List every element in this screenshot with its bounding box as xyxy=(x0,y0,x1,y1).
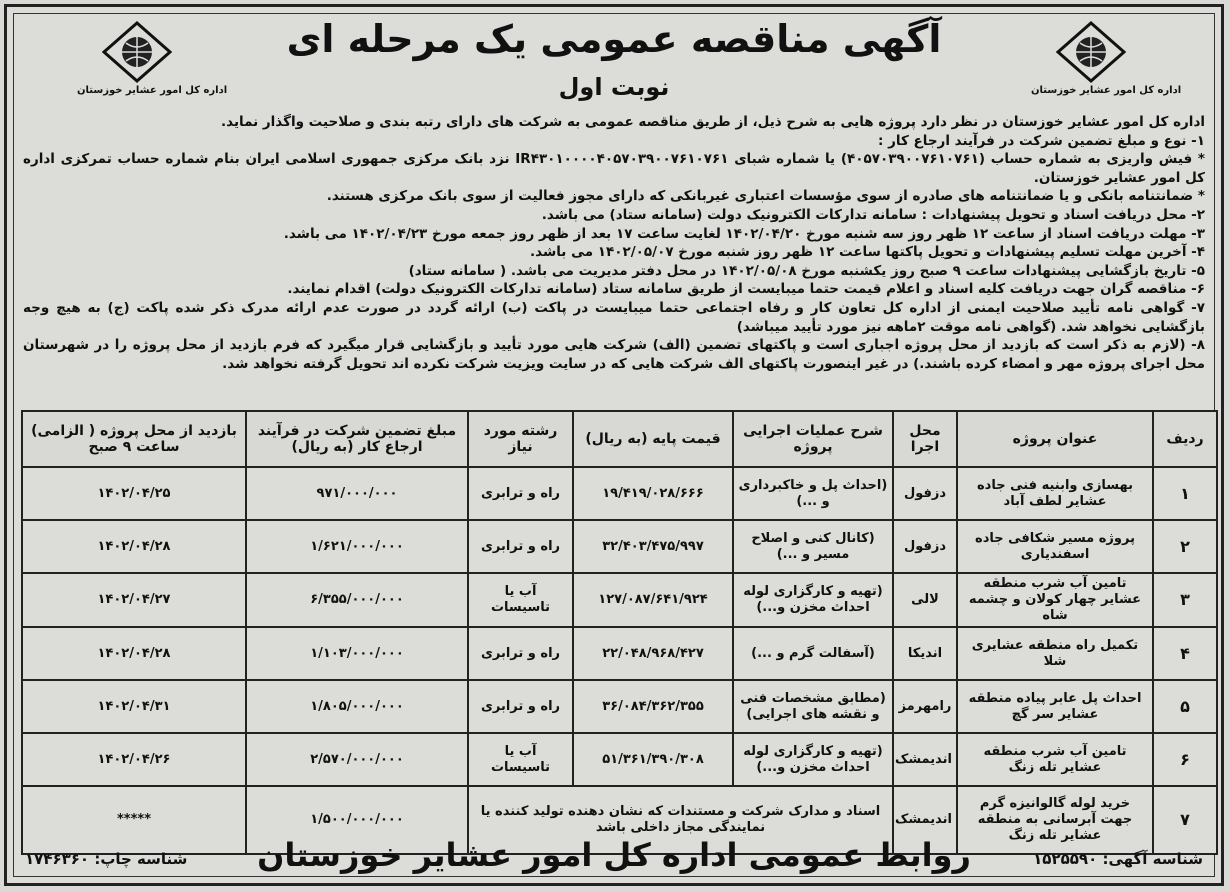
cell-desc: (تهیه و کارگزاری لوله احداث مخزن و...) xyxy=(733,573,893,627)
cell-location: لالی xyxy=(893,573,957,627)
cell-desc: (تهیه و کارگزاری لوله احداث مخزن و...) xyxy=(733,733,893,786)
notice-subtitle: نوبت اول xyxy=(558,73,670,101)
cell-title: تکمیل راه منطقه عشایری شلا xyxy=(957,627,1153,680)
cell-desc: (آسفالت گرم و ...) xyxy=(733,627,893,680)
cell-visit: ۱۴۰۲/۰۴/۳۱ xyxy=(22,680,246,733)
cell-price: ۵۱/۳۶۱/۳۹۰/۳۰۸ xyxy=(573,733,733,786)
cell-visit: ***** xyxy=(22,786,246,854)
cell-guarantee: ۱/۸۰۵/۰۰۰/۰۰۰ xyxy=(246,680,468,733)
table-row xyxy=(22,573,1217,627)
paragraph: ۳- مهلت دریافت اسناد از ساعت ۱۲ ظهر روز سه شنبه مورخ ۱۴۰۲/۰۴/۲۰ لغایت ساعت ۱۷ بعد از ظهر روز جمعه مورخ ۱۴۰۲/۰۴/۲۳ می باشد. xyxy=(283,225,1205,242)
cell-visit: ۱۴۰۲/۰۴/۲۵ xyxy=(22,467,246,520)
cell-location: دزفول xyxy=(893,467,957,520)
cell-idx: ۷ xyxy=(1153,786,1217,854)
cell-title: پروژه مسیر شکافی جاده اسفندیاری xyxy=(957,520,1153,573)
cell-title: تامین آب شرب منطقه عشایر چهار کولان و چشمه شاه xyxy=(957,573,1153,627)
cell-location: رامهرمز xyxy=(893,680,957,733)
cell-guarantee: ۶/۳۵۵/۰۰۰/۰۰۰ xyxy=(246,573,468,627)
header-desc: شرح عملیات اجرایی پروژه xyxy=(733,411,893,467)
cell-field: آب یا تاسیسات xyxy=(468,733,573,786)
notice-footer xyxy=(21,836,1207,880)
logo-caption: اداره کل امور عشایر خوزستان xyxy=(1031,85,1182,96)
cell-desc: (احداث پل و خاکبرداری و ...) xyxy=(733,467,893,520)
cell-field: راه و ترابری xyxy=(468,680,573,733)
print-id: شناسه چاپ: ۱۷۴۶۳۶۰ xyxy=(25,850,188,868)
cell-location: دزفول xyxy=(893,520,957,573)
paragraph: ۵- تاریخ بازگشایی پیشنهادات ساعت ۹ صبح روز یکشنبه مورخ ۱۴۰۲/۰۵/۰۸ در محل دفتر مدیریت می باشد. ( سامانه ستاد) xyxy=(408,262,1205,279)
cell-location: اندیمشک xyxy=(893,733,957,786)
table-row xyxy=(22,627,1217,680)
cell-guarantee: ۱/۵۰۰/۰۰۰/۰۰۰ xyxy=(246,786,468,854)
cell-idx: ۵ xyxy=(1153,680,1217,733)
header-field: رشته مورد نیاز xyxy=(468,411,573,467)
cell-price: ۱۹/۴۱۹/۰۲۸/۶۶۶ xyxy=(573,467,733,520)
cell-guarantee: ۱/۱۰۳/۰۰۰/۰۰۰ xyxy=(246,627,468,680)
cell-idx: ۴ xyxy=(1153,627,1217,680)
paragraph: ۶- مناقصه گران جهت دریافت کلیه اسناد و اعلام قیمت حتما میبایست از طریق سامانه ستاد (سامانه تدارکات الکترونیک دولت) اقدام نمایند. xyxy=(287,281,1205,298)
cell-field: آب یا تاسیسات xyxy=(468,573,573,627)
cell-merged-requirements: اسناد و مدارک شرکت و مستندات که نشان دهنده تولید کننده یا نمایندگی مجاز داخلی باشد xyxy=(468,786,893,854)
table-header-row xyxy=(22,411,1217,467)
cell-guarantee: ۱/۶۲۱/۰۰۰/۰۰۰ xyxy=(246,520,468,573)
notice-page xyxy=(4,4,1224,886)
cell-title: احداث پل عابر پیاده منطقه عشایر سر گچ xyxy=(957,680,1153,733)
cell-price: ۲۲/۰۴۸/۹۶۸/۴۲۷ xyxy=(573,627,733,680)
cell-field: راه و ترابری xyxy=(468,520,573,573)
cell-visit: ۱۴۰۲/۰۴/۲۸ xyxy=(22,627,246,680)
cell-price: ۳۶/۰۸۴/۳۶۲/۳۵۵ xyxy=(573,680,733,733)
table-row xyxy=(22,680,1217,733)
ad-id: شناسه آگهی: ۱۵۲۵۵۹۰ xyxy=(1033,850,1203,868)
cell-idx: ۲ xyxy=(1153,520,1217,573)
logo-caption: اداره کل امور عشایر خوزستان xyxy=(77,85,228,96)
notice-title: آگهی مناقصه عمومی یک مرحله ای xyxy=(286,17,942,61)
footer-org: روابط عمومی اداره کل امور عشایر خوزستان xyxy=(257,836,971,874)
cell-field: راه و ترابری xyxy=(468,627,573,680)
paragraph: ۸- (لازم به ذکر است که بازدید از محل پروژه اجباری است و پاکتهای تضمین (الف) شرکت هایی مورد تأیید و بازگشایی قرار میگیرد که فرم بازدید از محل پروژه را در شهرستان محل اجرای پروژه مهر و امضاء کرده باشند.) در غیر اینصورت پاکتهای الف شرکت هایی که در سایت ویزیت شرکت نکرده اند تحویل گرفته نخواهد شد. xyxy=(23,337,1205,372)
table-row xyxy=(22,520,1217,573)
cell-guarantee: ۲/۵۷۰/۰۰۰/۰۰۰ xyxy=(246,733,468,786)
cell-desc: (مطابق مشخصات فنی و نقشه های اجرایی) xyxy=(733,680,893,733)
paragraph: * فیش واریزی به شماره حساب (۴۰۵۷۰۳۹۰۰۷۶۱۰۷۶۱) یا شماره شبای IR۴۳۰۱۰۰۰۰۴۰۵۷۰۳۹۰۰۷۶۱۰۷۶۱ نزد بانک مرکزی جمهوری اسلامی ایران بنام شماره حساب تمرکزی اداره کل امور عشایر خوزستان. xyxy=(23,151,1205,186)
table-row xyxy=(22,733,1217,786)
cell-price: ۳۲/۴۰۳/۴۷۵/۹۹۷ xyxy=(573,520,733,573)
paragraph: ۱- نوع و مبلغ تضمین شرکت در فرآیند ارجاع کار : xyxy=(878,132,1205,149)
cell-visit: ۱۴۰۲/۰۴/۲۸ xyxy=(22,520,246,573)
cell-idx: ۱ xyxy=(1153,467,1217,520)
notice-body xyxy=(23,113,1205,373)
cell-field: راه و ترابری xyxy=(468,467,573,520)
header-location: محل اجرا xyxy=(893,411,957,467)
header-price: قیمت پایه (به ریال) xyxy=(573,411,733,467)
cell-location: اندیکا xyxy=(893,627,957,680)
paragraph: ۴- آخرین مهلت تسلیم پیشنهادات و تحویل پاکتها ساعت ۱۲ ظهر روز شنبه مورخ ۱۴۰۲/۰۵/۰۷ می باشد. xyxy=(530,244,1205,261)
paragraph: * ضمانتنامه بانکی و یا ضمانتنامه های صادره از سوی مؤسسات اعتباری غیربانکی که دارای مجوز فعالیت از سوی بانک مرکزی هستند. xyxy=(326,188,1205,205)
paragraph: ۲- محل دریافت اسناد و تحویل پیشنهادات : سامانه تدارکات الکترونیک دولت (سامانه ستاد) می باشد. xyxy=(541,206,1205,223)
cell-idx: ۶ xyxy=(1153,733,1217,786)
projects-table xyxy=(21,410,1218,855)
cell-idx: ۳ xyxy=(1153,573,1217,627)
table-row xyxy=(22,467,1217,520)
paragraph: اداره کل امور عشایر خوزستان در نظر دارد پروژه هایی به شرح ذیل، از طریق مناقصه عمومی به شرکت های دارای رتبه بندی و صلاحیت واگذار نماید. xyxy=(221,114,1205,130)
cell-guarantee: ۹۷۱/۰۰۰/۰۰۰ xyxy=(246,467,468,520)
cell-desc: (کانال کنی و اصلاح مسیر و ...) xyxy=(733,520,893,573)
cell-title: بهسازی وابنیه فنی جاده عشایر لطف آباد xyxy=(957,467,1153,520)
header-title: عنوان پروژه xyxy=(957,411,1153,467)
header-idx: ردیف xyxy=(1153,411,1217,467)
cell-visit: ۱۴۰۲/۰۴/۲۶ xyxy=(22,733,246,786)
cell-visit: ۱۴۰۲/۰۴/۲۷ xyxy=(22,573,246,627)
cell-price: ۱۲۷/۰۸۷/۶۴۱/۹۲۴ xyxy=(573,573,733,627)
cell-title: تامین آب شرب منطقه عشایر تله زنگ xyxy=(957,733,1153,786)
cell-title: خرید لوله گالوانیزه گرم جهت آبرسانی به منطقه عشایر تله زنگ xyxy=(957,786,1153,854)
paragraph: ۷- گواهی نامه تأیید صلاحیت ایمنی از اداره کل تعاون کار و رفاه اجتماعی حتما میبایست در پاکت (ب) ارائه گردد در صورت عدم ارائه مدرک ذکر شده پاکت (ج) به هیچ وجه بازگشایی نخواهد شد. (گواهی نامه موقت ۲ماهه نیز مورد تأیید میباشد) xyxy=(23,299,1205,335)
cell-location: اندیمشک xyxy=(893,786,957,854)
header-visit: بازدید از محل پروژه ( الزامی) ساعت ۹ صبح xyxy=(22,411,246,467)
header-guarantee: مبلغ تضمین شرکت در فرآیند ارجاع کار (به ریال) xyxy=(246,411,468,467)
